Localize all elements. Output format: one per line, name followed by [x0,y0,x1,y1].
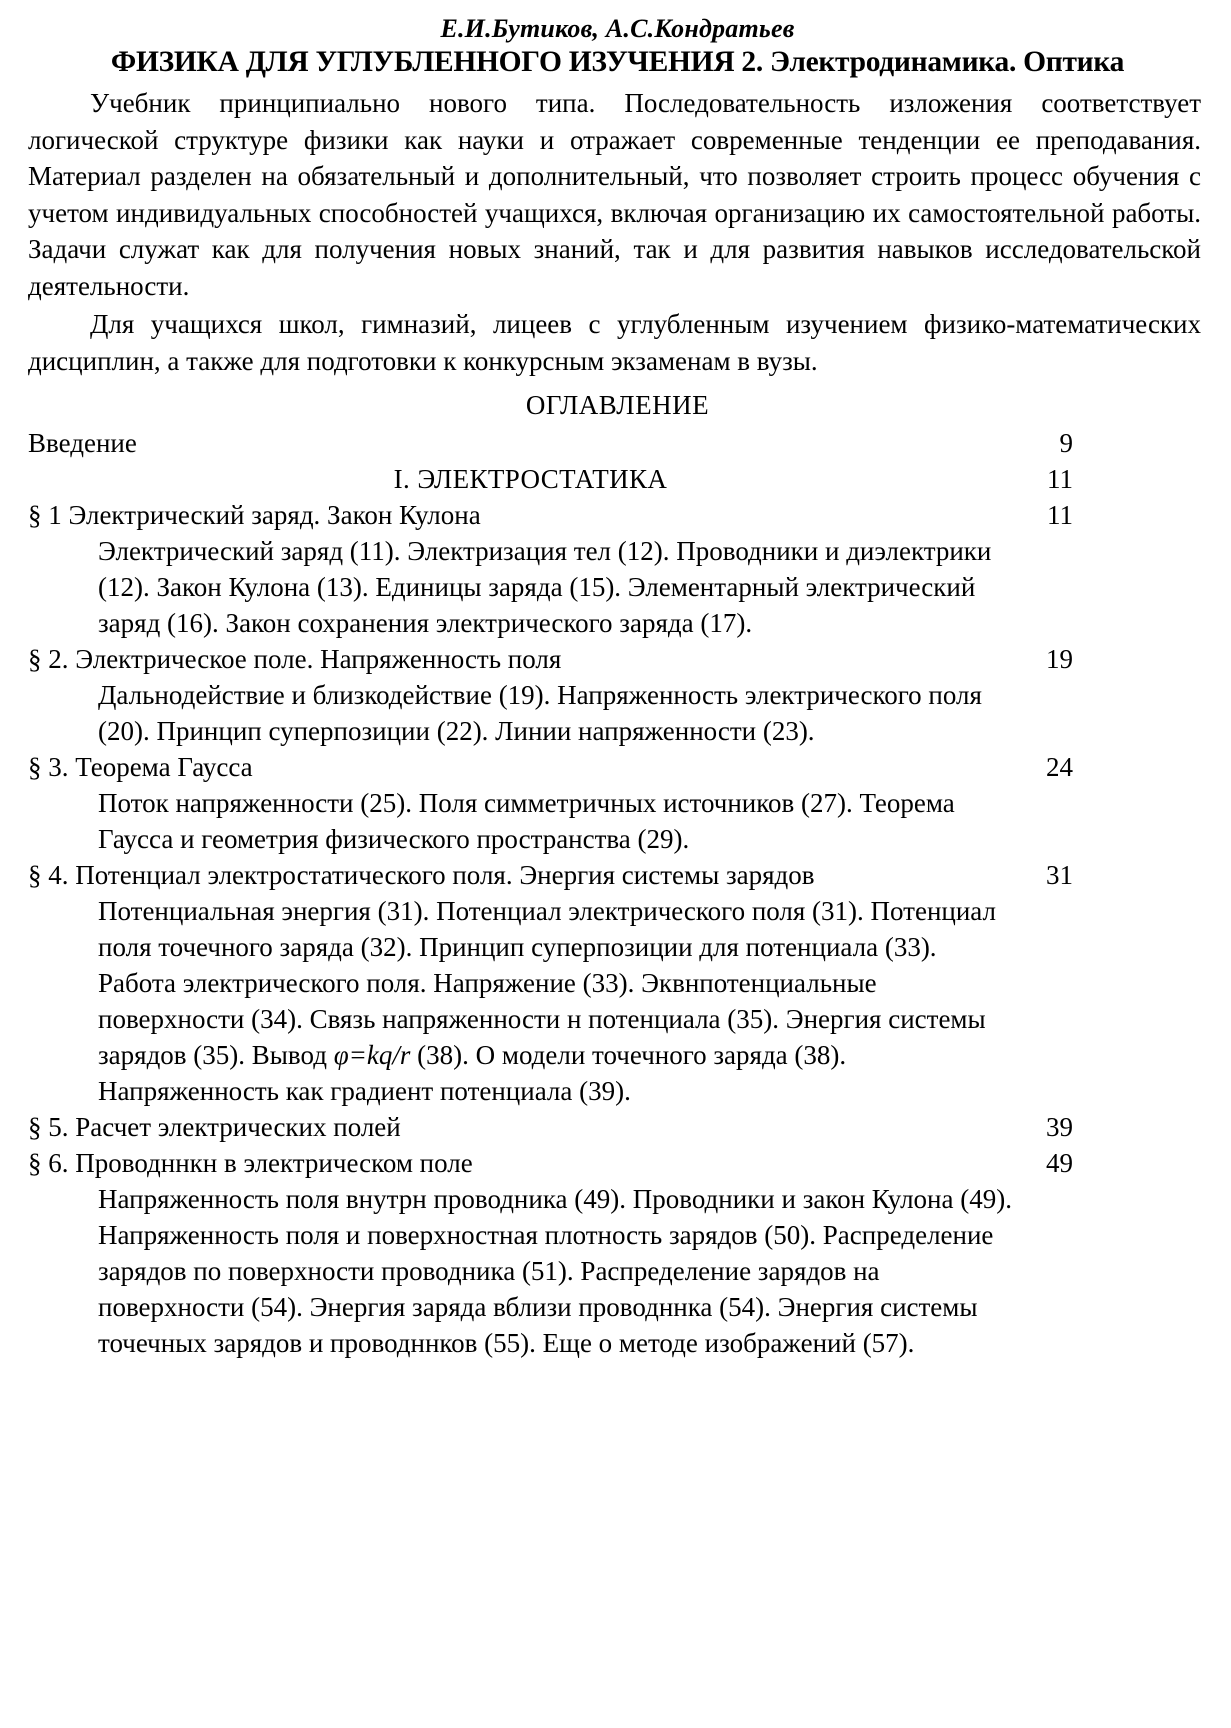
toc-entry-label: § 5. Расчет электрических полей [28,1112,401,1143]
toc-entry-detail: Дальнодействие и близкодействие (19). Напряженность электрического поля (20). Принцип суперпозиции (22). Линии напряженности (23). [98,679,982,746]
toc-entry-label: § 6. Проводннкн в электрическом поле [28,1148,473,1179]
toc-entry-page-number: 24 [1046,751,1073,782]
toc-entry-page-number: 11 [1047,499,1073,530]
toc-part-row[interactable] [28,461,1073,497]
toc-detail-text: (38). О модели точечного заряда (38). Напряженность как градиент потенциала (39). [98,1040,847,1107]
toc-entry-row[interactable] [28,1109,1073,1145]
toc-entry-row[interactable] [28,497,1073,533]
toc-entry-page-number: 39 [1046,1112,1073,1143]
book-title: ФИЗИКА ДЛЯ УГЛУБЛЕННОГО ИЗУЧЕНИЯ 2. Электродинамика. Оптика [110,45,1125,78]
toc-entry-page-number: 11 [1047,463,1073,494]
toc-entry-detail [28,893,1018,1109]
toc-entry-page-number: 9 [1059,427,1073,458]
toc-entry-label: § 1 Электрический заряд. Закон Кулона [28,499,481,530]
toc-heading: ОГЛАВЛЕНИЕ [525,389,710,420]
toc-entry-page-number: 31 [1046,860,1073,891]
toc-entry-row[interactable] [28,1145,1073,1181]
toc-entry-row[interactable] [28,641,1073,677]
toc-entry-label: § 4. Потенциал электростатического поля. Энергия системы зарядов [28,860,815,891]
table-of-contents [28,425,1207,1362]
toc-entry-label: § 3. Теорема Гаусса [28,751,253,782]
toc-entry-page-number: 19 [1046,643,1073,674]
toc-detail-text: Потенциальная энергия (31). Потенциал электрического поля (31). Потенциал поля точечного заряда (32). Принцип суперпозиции для потенциала (33). Работа электрического поля. Напряжение (33). Эквнпотенциальные поверхности (34). Связь напряженности н потенциала (35). Энергия системы зарядов (35). Вывод [98,896,997,1071]
toc-entry-detail: Поток напряженности (25). Поля симметричных источников (27). Теорема Гаусса и геометрия физического пространства (29). [98,787,955,854]
toc-entry-detail: Электрический заряд (11). Электризация тел (12). Проводники и диэлектрики (12). Закон Кулона (13). Единицы заряда (15). Элементарный электрический заряд (16). Закон сохранения электрического заряда (17). [98,535,992,638]
toc-entry-row[interactable] [28,425,1073,461]
annotation-paragraph-1: Учебник принципиально нового типа. Последовательность изложения соответствует логической структуре физики как науки и отражает современные тенденции ее преподавания. Материал разделен на обязательный и дополнительный, что позволяет строить процесс обучения с учетом индивидуальных способностей учащихся, включая организацию их самостоятельной работы. Задачи служат как для получения новых знаний, так и для развития навыков исследовательской деятельности. [28,87,1201,301]
toc-entry-detail: Напряженность поля внутрн проводника (49). Проводники и закон Кулона (49). Напряженность поля и поверхностная плотность зарядов (50). Распределение зарядов по поверхности проводника (51). Распределение зарядов на поверхности (54). Энергия заряда вблизи проводннка (54). Энергия системы точечных зарядов и проводннков (55). Еще о методе изображений (57). [98,1184,1012,1359]
toc-entry-page-number: 49 [1046,1148,1073,1179]
toc-detail-formula: φ=kq/r [333,1040,411,1071]
annotation-paragraph-2: Для учащихся школ, гимназий, лицеев с углубленным изучением физико-математических дисциплин, а также для подготовки к конкурсным экзаменам в вузы. [28,309,1201,376]
toc-entry-label: Введение [28,427,137,458]
toc-entry-row[interactable] [28,857,1073,893]
toc-entry-row[interactable] [28,749,1073,785]
authors-line: Е.И.Бутиков, А.С.Кондратьев [440,14,795,43]
toc-entry-label: § 2. Электрическое поле. Напряженность поля [28,643,562,674]
toc-entry-label: I. ЭЛЕКТРОСТАТИКА [393,463,668,494]
